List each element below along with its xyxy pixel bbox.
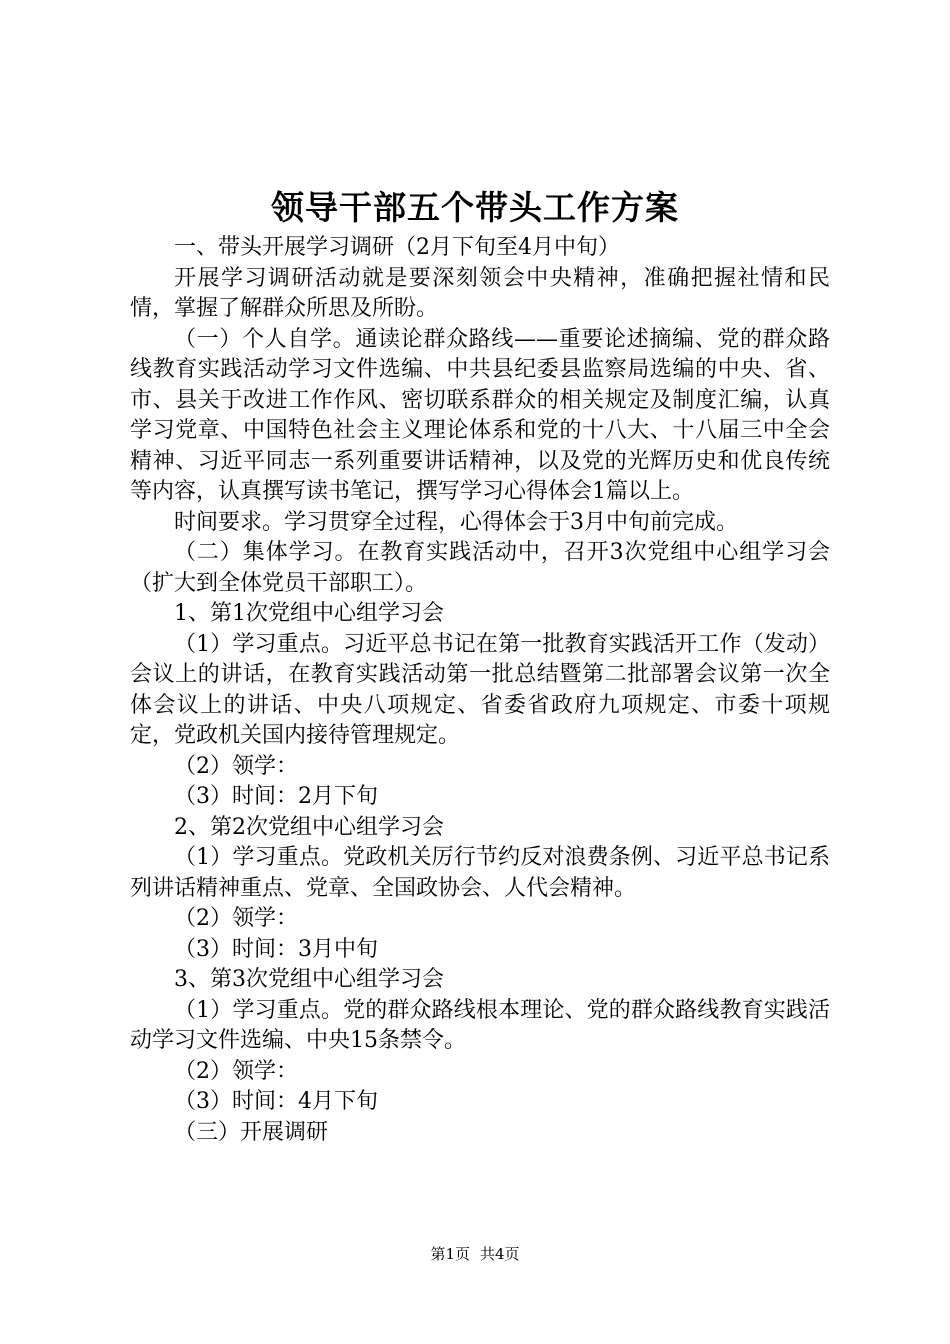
body-paragraph: （1）学习重点。党政机关厉行节约反对浪费条例、习近平总书记系列讲话精神重点、党章、全国政协会、人代会精神。 — [130, 845, 830, 901]
section-heading: 一、带头开展学习调研（2月下旬至4月中旬） — [174, 235, 620, 260]
list-item: （3）时间：2月下旬 — [174, 784, 378, 809]
section-heading: （三）开展调研 — [174, 1119, 329, 1145]
body-paragraph: （二）集体学习。在教育实践活动中，召开3次党组中心组学习会（扩大到全体党员干部职工）。 — [130, 540, 830, 596]
subsection-heading: 2、第2次党组中心组学习会 — [174, 814, 444, 840]
subsection-heading: 1、第1次党组中心组学习会 — [174, 601, 444, 626]
list-item: （2）领学： — [174, 1058, 298, 1084]
list-item: （2）领学： — [174, 753, 298, 779]
list-item: （3）时间：3月中旬 — [174, 936, 378, 962]
body-paragraph: （1）学习重点。习近平总书记在第一批教育实践活开工作（发动）会议上的讲话，在教育实践活动第一批总结暨第二批部署会议第一次全体会议上的讲话、中央八项规定、省委省政府九项规定、市委十项规定，党政机关国内接待管理规定。 — [130, 631, 830, 748]
page-number: 第1页 — [430, 1245, 470, 1263]
list-item: （3）时间：4月下旬 — [174, 1089, 378, 1114]
page-footer — [0, 1244, 950, 1264]
body-paragraph: （一）个人自学。通读论群众路线——重要论述摘编、党的群众路线教育实践活动学习文件选编、中共县纪委县监察局选编的中央、省、市、县关于改进工作作风、密切联系群众的相关规定及制度汇编，认真学习党章、中国特色社会主义理论体系和党的十八大、十八届三中全会精神、习近平同志一系列重要讲话精神，以及党的光辉历史和优良传统等内容，认真撰写读书笔记，撰写学习心得体会1篇以上。 — [130, 326, 830, 504]
body-paragraph: （1）学习重点。党的群众路线根本理论、党的群众路线教育实践活动学习文件选编、中央15条禁令。 — [130, 997, 830, 1053]
body-paragraph: 时间要求。学习贯穿全过程，心得体会于3月中旬前完成。 — [174, 509, 738, 535]
subsection-heading: 3、第3次党组中心组学习会 — [174, 967, 444, 992]
total-pages: 共4页 — [480, 1245, 520, 1263]
page-title: 领导干部五个带头工作方案 — [271, 188, 679, 227]
body-paragraph: 开展学习调研活动就是要深刻领会中央精神，准确把握社情和民情，掌握了解群众所思及所盼。 — [130, 265, 830, 321]
document-body — [130, 233, 830, 1148]
list-item: （2）领学： — [174, 906, 298, 931]
